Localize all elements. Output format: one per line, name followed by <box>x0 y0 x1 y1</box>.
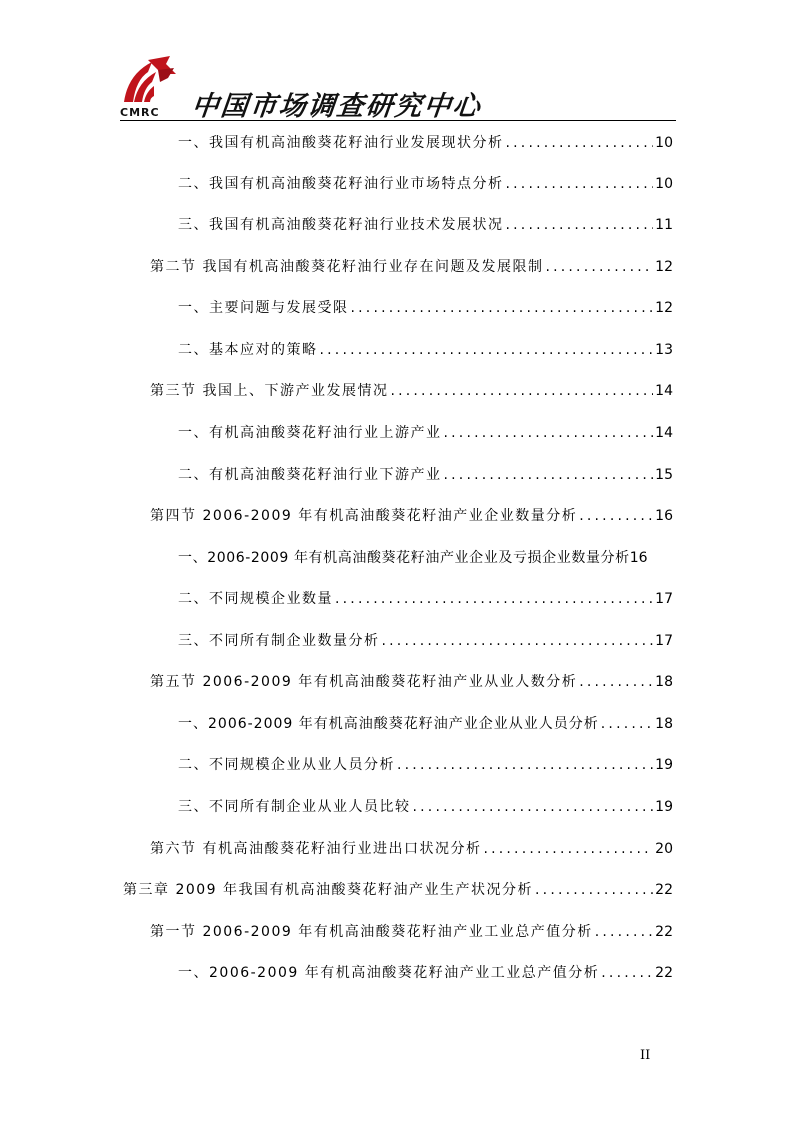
toc-entry-title: 第三节 我国上、下游产业发展情况 <box>150 383 389 399</box>
toc-entry-title: 二、我国有机高油酸葵花籽油行业市场特点分析 <box>178 176 504 192</box>
toc-leader-dots <box>579 671 653 693</box>
toc-entry-page: 22 <box>655 965 673 981</box>
toc-entry-page: 17 <box>655 591 673 607</box>
toc-entry-title: 一、主要问题与发展受限 <box>178 300 349 316</box>
toc-leader-dots <box>444 464 654 486</box>
toc-entry-title: 二、基本应对的策略 <box>178 342 318 358</box>
toc-entry-title: 二、不同规模企业从业人员分析 <box>178 757 395 773</box>
toc-entry[interactable] <box>178 713 673 735</box>
page-number: II <box>640 1048 651 1063</box>
toc-entry-title: 二、不同规模企业数量 <box>178 591 333 607</box>
toc-entry-page: 10 <box>655 176 673 192</box>
toc-leader-dots <box>545 256 653 278</box>
toc-entry-page: 12 <box>655 300 673 316</box>
toc-entry[interactable] <box>150 671 673 693</box>
toc-entry[interactable] <box>150 380 673 402</box>
toc-entry[interactable] <box>178 754 673 776</box>
toc-entry-title: 第二节 我国有机高油酸葵花籽油行业存在问题及发展限制 <box>150 259 544 275</box>
toc-entry[interactable] <box>150 256 673 278</box>
toc-entry[interactable] <box>178 339 673 361</box>
logo-text: CMRC <box>120 106 160 119</box>
toc-entry[interactable] <box>123 879 673 901</box>
page-header <box>118 52 678 120</box>
toc-entry-title: 一、2006-2009 年有机高油酸葵花籽油产业企业从业人员分析 <box>178 716 599 732</box>
toc-entry-page: 10 <box>655 135 673 151</box>
toc-leader-dots <box>320 339 654 361</box>
toc-entry[interactable] <box>178 132 673 154</box>
toc-entry-page: 14 <box>655 425 673 441</box>
toc-leader-dots <box>601 713 653 735</box>
toc-entry[interactable] <box>178 214 673 236</box>
toc-entry-title: 第一节 2006-2009 年有机高油酸葵花籽油产业工业总产值分析 <box>150 924 593 940</box>
toc-entry-title: 二、有机高油酸葵花籽油行业下游产业 <box>178 467 442 483</box>
organization-name: 中国市场调查研究中心 <box>190 91 484 122</box>
toc-entry[interactable] <box>178 297 673 319</box>
toc-leader-dots <box>535 879 653 901</box>
toc-entry-page: 16 <box>629 550 648 566</box>
toc-entry-title: 一、2006-2009 年有机高油酸葵花籽油产业工业总产值分析 <box>178 965 600 981</box>
toc-entry-title: 三、不同所有制企业从业人员比较 <box>178 799 411 815</box>
toc-entry[interactable] <box>178 630 673 652</box>
toc-entry-page: 20 <box>655 841 673 857</box>
toc-entry[interactable] <box>178 422 673 444</box>
toc-entry-title: 三、不同所有制企业数量分析 <box>178 633 380 649</box>
toc-leader-dots <box>506 173 654 195</box>
toc-entry-title: 一、我国有机高油酸葵花籽油行业发展现状分析 <box>178 135 504 151</box>
toc-leader-dots <box>390 380 653 402</box>
toc-entry[interactable] <box>178 547 673 569</box>
toc-entry-page: 17 <box>655 633 673 649</box>
toc-entry-title: 三、我国有机高油酸葵花籽油行业技术发展状况 <box>178 217 504 233</box>
toc-entry-page: 18 <box>655 674 673 690</box>
toc-leader-dots <box>351 297 654 319</box>
toc-leader-dots <box>506 132 654 154</box>
toc-entry-page: 12 <box>655 259 673 275</box>
toc-leader-dots <box>506 214 654 236</box>
toc-leader-dots <box>397 754 653 776</box>
toc-entry-page: 22 <box>655 924 673 940</box>
toc-leader-dots <box>413 796 654 818</box>
toc-leader-dots <box>483 838 653 860</box>
toc-entry-page: 11 <box>655 217 673 233</box>
toc-entry-page: 16 <box>655 508 673 524</box>
toc-entry[interactable] <box>150 505 673 527</box>
toc-entry[interactable] <box>178 962 673 984</box>
toc-leader-dots <box>382 630 654 652</box>
toc-entry[interactable] <box>178 173 673 195</box>
toc-entry-page: 22 <box>655 882 673 898</box>
toc-entry-page: 15 <box>655 467 673 483</box>
toc-entry-title: 第五节 2006-2009 年有机高油酸葵花籽油产业从业人数分析 <box>150 674 578 690</box>
toc-entry-page: 18 <box>655 716 673 732</box>
toc-entry-title: 第三章 2009 年我国有机高油酸葵花籽油产业生产状况分析 <box>123 882 534 898</box>
toc-entry[interactable] <box>178 588 673 610</box>
header-divider <box>120 120 676 121</box>
toc-entry-page: 19 <box>655 799 673 815</box>
toc-entry-title: 第六节 有机高油酸葵花籽油行业进出口状况分析 <box>150 841 482 857</box>
toc-entry-title: 一、有机高油酸葵花籽油行业上游产业 <box>178 425 442 441</box>
toc-leader-dots <box>601 962 653 984</box>
toc-entry-title: 第四节 2006-2009 年有机高油酸葵花籽油产业企业数量分析 <box>150 508 578 524</box>
toc-entry-page: 14 <box>655 383 673 399</box>
toc-entry[interactable] <box>178 464 673 486</box>
toc-leader-dots <box>335 588 653 610</box>
toc-leader-dots <box>579 505 653 527</box>
toc-entry[interactable] <box>150 838 673 860</box>
toc-entry-page: 19 <box>655 757 673 773</box>
toc-entry[interactable] <box>150 921 673 943</box>
toc-leader-dots <box>444 422 654 444</box>
toc-entry[interactable] <box>178 796 673 818</box>
toc-entry-page: 13 <box>655 342 673 358</box>
toc-entry-title: 一、2006-2009 年有机高油酸葵花籽油产业企业及亏损企业数量分析 <box>178 550 630 566</box>
toc-leader-dots <box>595 921 653 943</box>
